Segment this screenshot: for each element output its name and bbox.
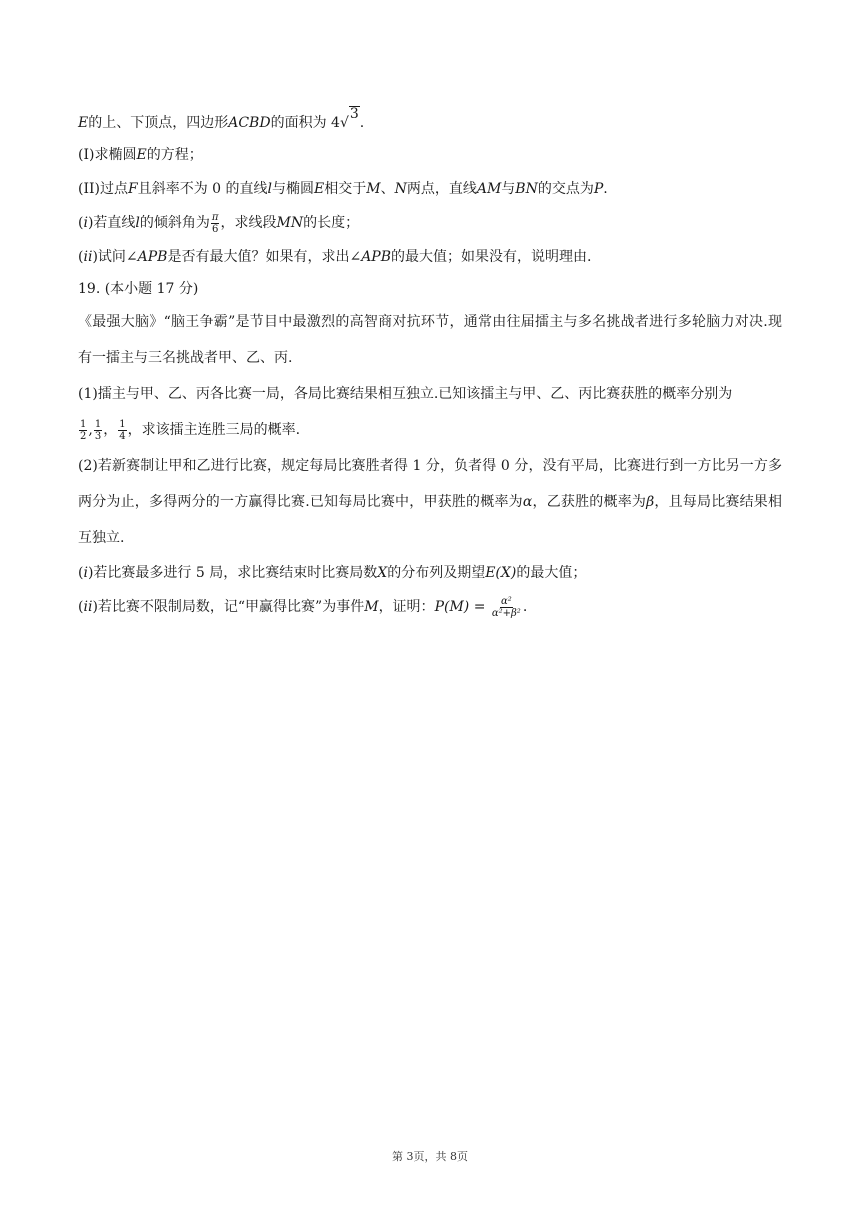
text-span: ，求该擂主连胜三局的概率. xyxy=(127,422,301,438)
text-span: ，证明： xyxy=(378,599,435,615)
paragraph-part-2 xyxy=(78,448,782,556)
text-span: ，求线段 xyxy=(220,215,277,231)
fraction-denominator: 4 xyxy=(119,430,126,442)
text-span: . xyxy=(603,181,608,197)
text-span: 的上、下顶点，四边形 xyxy=(88,115,229,131)
text-span: )若比赛最多进行 5 局，求比赛结束时比赛局数 xyxy=(87,565,378,581)
text-span: 、 xyxy=(380,181,395,197)
text-span: 的面积为 4 xyxy=(270,115,340,131)
text-span: ，乙获胜的概率为 xyxy=(532,494,647,510)
page-content xyxy=(78,108,782,624)
text-span: 是否有最大值？如果有，求出 xyxy=(167,249,350,265)
math-symbol: l xyxy=(135,215,140,231)
text-line-2 xyxy=(78,138,782,172)
math-symbol: ii xyxy=(83,249,93,265)
text-span: 与 xyxy=(501,181,516,197)
text-span: . xyxy=(359,115,365,131)
paragraph-part-1 xyxy=(78,376,782,448)
text-line-5 xyxy=(78,240,782,274)
math-symbol: ii xyxy=(83,599,93,615)
fraction-denominator: α²+β² xyxy=(491,607,521,619)
fraction-third xyxy=(94,419,102,442)
fraction-half xyxy=(79,419,87,442)
text-line-3 xyxy=(78,172,782,206)
separator: ， xyxy=(103,422,118,438)
text-span: ( xyxy=(78,215,84,231)
math-symbol: ∠APB xyxy=(125,249,168,265)
text-span: ( xyxy=(78,249,84,265)
text-span: 与椭圆 xyxy=(272,181,314,197)
text-line-part-2-ii xyxy=(78,590,782,624)
math-symbol: i xyxy=(83,215,88,231)
text-span: 相交于 xyxy=(324,181,367,197)
text-span: (I)求椭圆 xyxy=(78,147,137,163)
math-symbol: M xyxy=(364,599,379,615)
sqrt-expression xyxy=(340,106,360,140)
math-symbol: E(X) xyxy=(485,565,517,581)
math-symbol: E xyxy=(314,181,325,197)
math-symbol: X xyxy=(377,565,388,581)
text-span: 的最大值；如果没有，说明理由. xyxy=(391,249,592,265)
fraction-numerator: π xyxy=(211,211,219,223)
math-symbol: ACBD xyxy=(228,115,271,131)
math-symbol: α xyxy=(522,494,533,510)
fraction-numerator: 1 xyxy=(94,418,102,430)
text-span: (II)过点 xyxy=(78,181,128,197)
fraction-denominator: 3 xyxy=(94,430,102,442)
math-symbol: MN xyxy=(276,215,304,231)
text-span: 的长度； xyxy=(303,215,360,231)
question-heading xyxy=(78,274,782,304)
text-span: 的方程； xyxy=(146,147,203,163)
text-line-1 xyxy=(78,108,782,138)
text-span: (1)擂主与甲、乙、丙各比赛一局，各局比赛结果相互独立.已知该擂主与甲、乙、丙比赛获胜的概率分别为 xyxy=(78,386,733,402)
fraction-quarter xyxy=(118,419,126,442)
fraction-numerator: 1 xyxy=(80,418,87,430)
math-symbol: AM xyxy=(476,181,502,197)
math-symbol: i xyxy=(83,565,88,581)
fraction-denominator: 2 xyxy=(80,430,87,442)
fraction-pi-over-6 xyxy=(211,212,220,235)
text-span: ，且每局比赛结果相互独立. xyxy=(78,494,783,546)
text-span: . xyxy=(522,599,528,615)
math-symbol: M xyxy=(366,181,381,197)
text-span: 《最强大脑》“脑王争霸”是节目中最激烈的高智商对抗环节，通常由往届擂主与多名挑战者进行多轮脑力对决.现有一擂主与三名挑战者甲、乙、丙. xyxy=(78,314,782,366)
fraction-denominator: 6 xyxy=(212,223,219,235)
text-line-part-2-i xyxy=(78,556,782,590)
page-footer: 第 3页，共 8页 xyxy=(392,1150,468,1163)
fraction-numerator: α² xyxy=(500,595,512,607)
math-symbol: l xyxy=(267,181,272,197)
math-symbol: E xyxy=(78,115,89,131)
sqrt-sign: √ xyxy=(339,115,349,131)
fraction-numerator: 1 xyxy=(119,418,126,430)
text-span: 两点，直线 xyxy=(406,181,477,197)
fraction-probability xyxy=(491,596,522,619)
math-symbol: BN xyxy=(515,181,538,197)
paragraph-intro xyxy=(78,304,782,376)
text-span: 的倾斜角为 xyxy=(139,215,210,231)
math-symbol: β xyxy=(646,494,655,510)
math-symbol: F xyxy=(127,181,138,197)
question-number: 19. (本小题 17 分) xyxy=(78,281,199,297)
separator: , xyxy=(88,422,93,438)
text-span: ( xyxy=(78,565,84,581)
text-span: 的最大值； xyxy=(516,565,587,581)
math-symbol: E xyxy=(136,147,147,163)
math-symbol: P xyxy=(593,181,604,197)
text-span: )若直线 xyxy=(87,215,136,231)
text-span: )试问 xyxy=(92,249,126,265)
text-span: 且斜率不为 0 的直线 xyxy=(137,181,268,197)
math-symbol: N xyxy=(394,181,407,197)
text-span: ( xyxy=(78,599,84,615)
text-span: )若比赛不限制局数，记“甲赢得比赛”为事件 xyxy=(92,599,365,615)
math-symbol: ∠APB xyxy=(349,249,392,265)
sqrt-radicand: 3 xyxy=(349,106,359,122)
text-line-4 xyxy=(78,206,782,240)
text-span: 的交点为 xyxy=(537,181,594,197)
text-span: (2)若新赛制让甲和乙进行比赛，规定每局比赛胜者得 1 分，负者得 0 分，没有平局，比赛进行到一方比另一方多两分为止，多得两分的一方赢得比赛.已知每局比赛中，甲获胜的概率为 xyxy=(78,458,782,510)
math-symbol: P(M) = xyxy=(434,599,490,615)
text-span: 的分布列及期望 xyxy=(387,565,486,581)
